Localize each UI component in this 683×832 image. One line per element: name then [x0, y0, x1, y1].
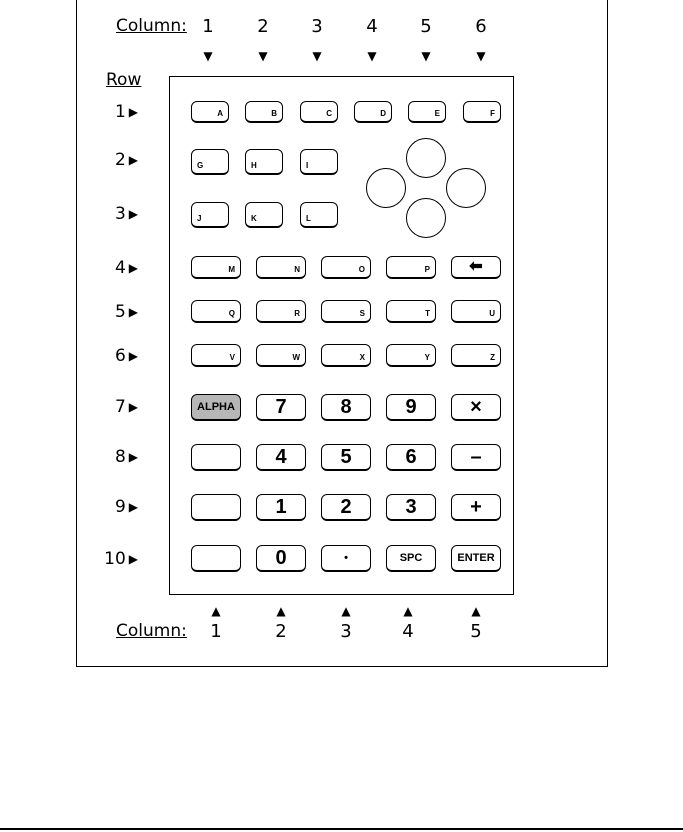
key-s[interactable]: S: [321, 300, 371, 323]
up-arrow-icon: ▲: [403, 604, 413, 618]
key-t[interactable]: T: [386, 300, 436, 323]
key-l[interactable]: L: [300, 202, 338, 228]
right-arrow-icon: ▶: [128, 207, 138, 221]
row-header: Row: [106, 70, 142, 90]
key-3[interactable]: 3: [386, 494, 436, 521]
bottom-column-4: 4: [402, 621, 414, 642]
blank-key-row10[interactable]: [191, 545, 241, 572]
key-o[interactable]: O: [321, 256, 371, 279]
key-e[interactable]: E: [408, 101, 446, 123]
key-m[interactable]: M: [191, 256, 241, 279]
key-r[interactable]: R: [256, 300, 306, 323]
multiply-key[interactable]: ×: [451, 394, 501, 421]
dpad-up-button[interactable]: [406, 138, 446, 178]
bottom-column-2: 2: [275, 621, 287, 642]
minus-key[interactable]: –: [451, 444, 501, 471]
row-label-6: 6 ▶: [114, 346, 138, 366]
dpad-down-button[interactable]: [406, 198, 446, 238]
row-label-8: 8 ▶: [114, 447, 138, 467]
row-label-1: 1 ▶: [114, 102, 138, 122]
down-arrow-icon: ▼: [312, 49, 322, 63]
bottom-column-5: 5: [470, 621, 482, 642]
key-n[interactable]: N: [256, 256, 306, 279]
down-arrow-icon: ▼: [367, 49, 377, 63]
down-arrow-icon: ▼: [203, 49, 213, 63]
key-5[interactable]: 5: [321, 444, 371, 471]
key-9[interactable]: 9: [386, 394, 436, 421]
row-label-3: 3 ▶: [114, 204, 138, 224]
row-label-4: 4 ▶: [114, 258, 138, 278]
key-c[interactable]: C: [300, 101, 338, 123]
key-v[interactable]: V: [191, 344, 241, 367]
right-arrow-icon: ▶: [128, 105, 138, 119]
key-u[interactable]: U: [451, 300, 501, 323]
right-arrow-icon: ▶: [128, 500, 138, 514]
bottom-column-1: 1: [210, 621, 222, 642]
key-q[interactable]: Q: [191, 300, 241, 323]
row-label-5: 5 ▶: [114, 302, 138, 322]
key-4[interactable]: 4: [256, 444, 306, 471]
key-6[interactable]: 6: [386, 444, 436, 471]
key-f[interactable]: F: [463, 101, 501, 123]
key-k[interactable]: K: [245, 202, 283, 228]
plus-key[interactable]: +: [451, 494, 501, 521]
key-b[interactable]: B: [245, 101, 283, 123]
top-column-1: 1: [202, 16, 214, 37]
down-arrow-icon: ▼: [258, 49, 268, 63]
backspace-key[interactable]: [451, 256, 501, 279]
top-column-4: 4: [366, 16, 378, 37]
row-label-7: 7 ▶: [114, 397, 138, 417]
key-2[interactable]: 2: [321, 494, 371, 521]
right-arrow-icon: ▶: [128, 305, 138, 319]
key-j[interactable]: J: [191, 202, 229, 228]
row-label-10: 10 ▶: [104, 549, 138, 569]
enter-key[interactable]: ENTER: [451, 545, 501, 572]
top-column-label: Column:: [116, 16, 187, 36]
down-arrow-icon: ▼: [421, 49, 431, 63]
key-y[interactable]: Y: [386, 344, 436, 367]
up-arrow-icon: ▲: [341, 604, 351, 618]
key-i[interactable]: I: [300, 149, 338, 175]
decimal-point-key[interactable]: •: [321, 545, 371, 572]
up-arrow-icon: ▲: [211, 604, 221, 618]
right-arrow-icon: ▶: [128, 552, 138, 566]
key-a[interactable]: A: [191, 101, 229, 123]
key-z[interactable]: Z: [451, 344, 501, 367]
key-h[interactable]: H: [245, 149, 283, 175]
backspace-arrow-icon: ⬅: [469, 258, 483, 275]
top-column-2: 2: [257, 16, 269, 37]
key-d[interactable]: D: [354, 101, 392, 123]
dpad-right-button[interactable]: [446, 168, 486, 208]
key-x[interactable]: X: [321, 344, 371, 367]
top-column-6: 6: [475, 16, 487, 37]
right-arrow-icon: ▶: [128, 261, 138, 275]
blank-key-row8[interactable]: [191, 444, 241, 471]
key-7[interactable]: 7: [256, 394, 306, 421]
up-arrow-icon: ▲: [276, 604, 286, 618]
bottom-column-label: Column:: [116, 621, 187, 641]
bottom-column-3: 3: [340, 621, 352, 642]
right-arrow-icon: ▶: [128, 153, 138, 167]
blank-key-row9[interactable]: [191, 494, 241, 521]
space-key[interactable]: SPC: [386, 545, 436, 572]
right-arrow-icon: ▶: [128, 349, 138, 363]
top-column-3: 3: [311, 16, 323, 37]
right-arrow-icon: ▶: [128, 450, 138, 464]
key-w[interactable]: W: [256, 344, 306, 367]
dpad-left-button[interactable]: [366, 168, 406, 208]
up-arrow-icon: ▲: [471, 604, 481, 618]
key-0[interactable]: 0: [256, 545, 306, 572]
page-bottom-rule: [0, 828, 683, 830]
right-arrow-icon: ▶: [128, 400, 138, 414]
row-label-2: 2 ▶: [114, 150, 138, 170]
key-1[interactable]: 1: [256, 494, 306, 521]
top-column-5: 5: [420, 16, 432, 37]
key-g[interactable]: G: [191, 149, 229, 175]
alpha-key[interactable]: ALPHA: [191, 394, 241, 421]
direction-pad: [364, 138, 488, 240]
down-arrow-icon: ▼: [476, 49, 486, 63]
key-p[interactable]: P: [386, 256, 436, 279]
key-8[interactable]: 8: [321, 394, 371, 421]
row-label-9: 9 ▶: [114, 497, 138, 517]
